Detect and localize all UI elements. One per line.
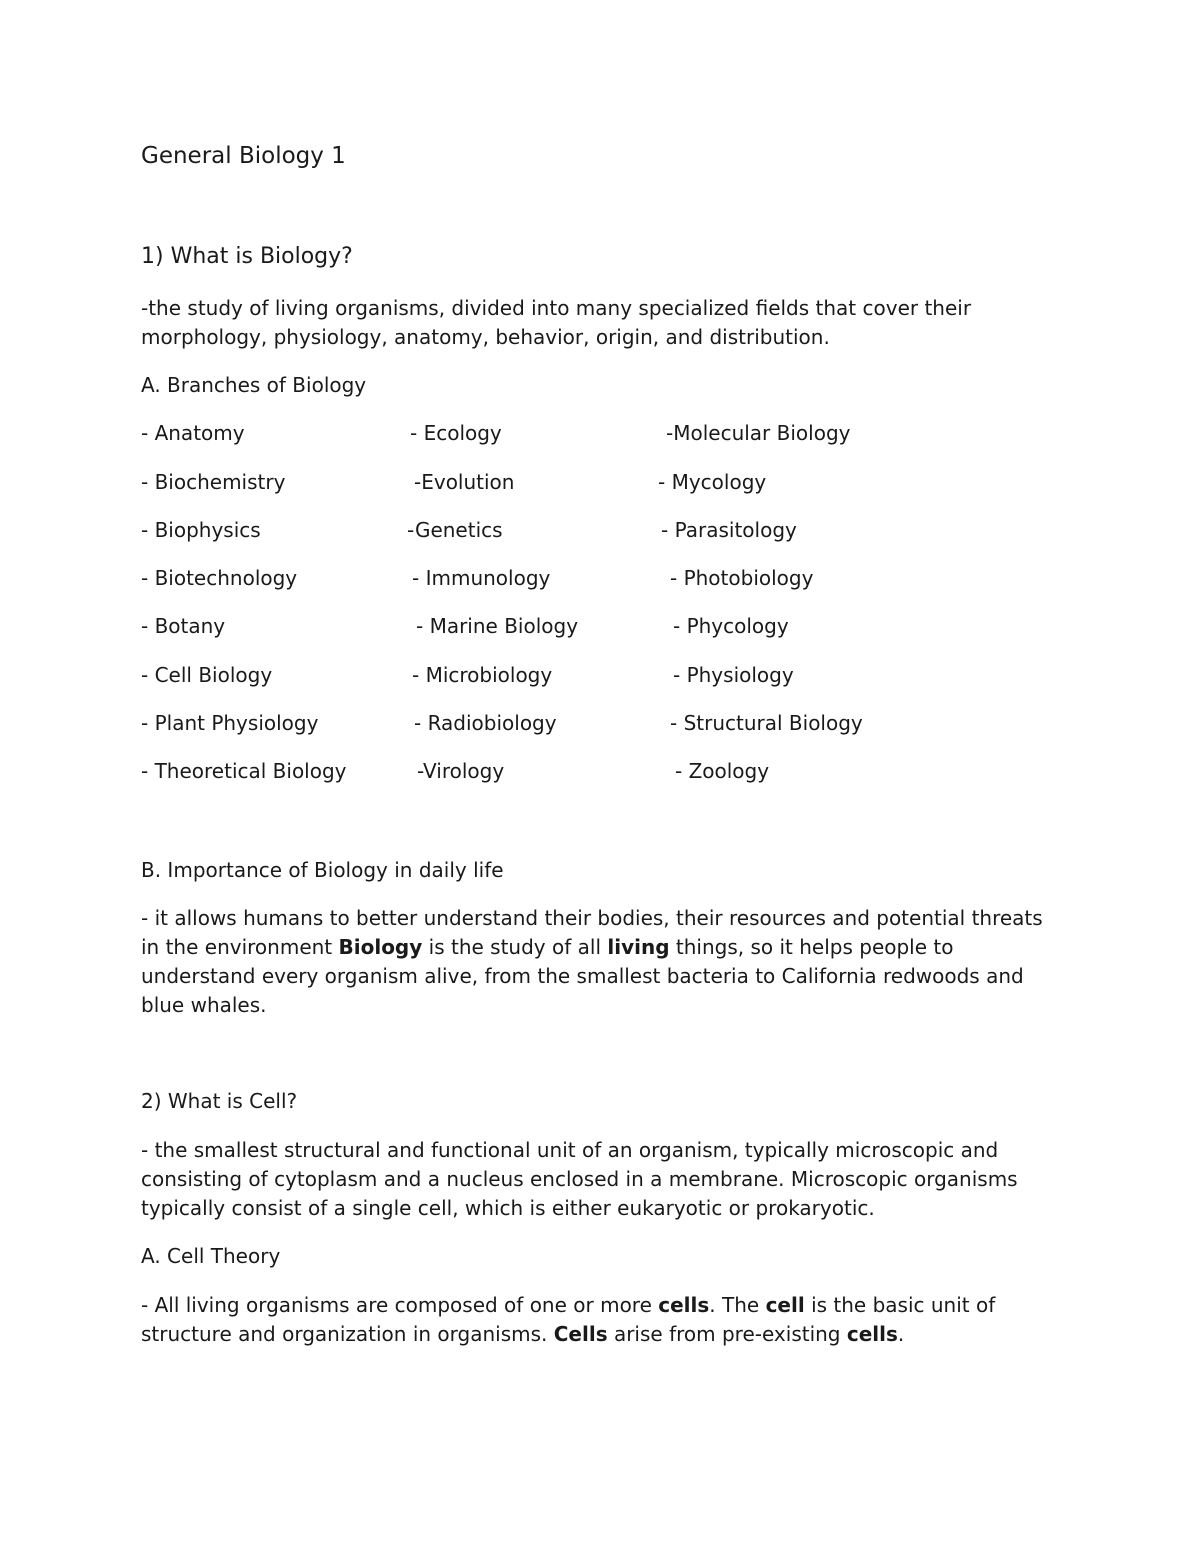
bold-term: cells	[846, 1322, 898, 1346]
branch-item: -Molecular Biology	[666, 421, 851, 445]
branch-item: - Biotechnology	[141, 566, 298, 590]
text-run: arise from pre-existing	[607, 1322, 847, 1346]
bold-term: Cells	[553, 1322, 608, 1346]
bold-term: Biology	[338, 935, 423, 959]
cell-theory-heading: A. Cell Theory	[141, 1244, 281, 1268]
text-run: .	[897, 1322, 905, 1346]
branch-item: -Genetics	[407, 518, 503, 542]
branch-item: - Mycology	[658, 470, 767, 494]
branch-item: - Photobiology	[670, 566, 814, 590]
text-run: is the basic unit of structure and organization in organisms.	[141, 1293, 996, 1346]
branch-item: - Structural Biology	[670, 711, 863, 735]
bold-term: cell	[765, 1293, 805, 1317]
branch-item: - Cell Biology	[141, 663, 273, 687]
cell-theory-paragraph	[141, 1291, 1061, 1349]
branch-item: - Biophysics	[141, 518, 261, 542]
branches-heading: A. Branches of Biology	[141, 373, 367, 397]
importance-paragraph	[141, 904, 1061, 1020]
biology-definition: -the study of living organisms, divided into many specialized fields that cover their morphology, physiology, anatomy, behavior, origin, and distribution.	[141, 296, 972, 349]
branch-row	[141, 419, 1041, 448]
branch-item: - Immunology	[412, 566, 551, 590]
branch-item: - Zoology	[675, 759, 770, 783]
bold-term: cells	[658, 1293, 710, 1317]
branch-item: - Physiology	[673, 663, 794, 687]
branch-item: - Anatomy	[141, 421, 245, 445]
branch-row	[141, 612, 1041, 641]
bold-term: living	[607, 935, 670, 959]
branch-row	[141, 564, 1041, 593]
branches-list	[141, 419, 1041, 819]
text-run: things, so it helps people to understand every organism alive, from the smallest bacteria to California redwoods and blue whales.	[141, 935, 1024, 1017]
branch-item: -Virology	[417, 759, 505, 783]
branch-item: - Marine Biology	[416, 614, 579, 638]
branch-row	[141, 516, 1041, 545]
branch-item: - Theoretical Biology	[141, 759, 347, 783]
branch-row	[141, 709, 1041, 738]
section-heading-biology: 1) What is Biology?	[141, 244, 353, 269]
text-run: is the study of all	[422, 935, 608, 959]
branch-item: - Plant Physiology	[141, 711, 319, 735]
document-title: General Biology 1	[141, 143, 346, 169]
branch-item: -Evolution	[414, 470, 515, 494]
branch-row	[141, 757, 1041, 786]
text-run: . The	[709, 1293, 766, 1317]
branch-row	[141, 661, 1041, 690]
branch-item: - Radiobiology	[414, 711, 557, 735]
branch-item: - Botany	[141, 614, 226, 638]
importance-heading: B. Importance of Biology in daily life	[141, 858, 504, 882]
branch-item: - Biochemistry	[141, 470, 286, 494]
branch-item: - Phycology	[673, 614, 789, 638]
branch-row	[141, 468, 1041, 497]
text-run: - it allows humans to better understand their bodies, their resources and potential threats in the environment	[141, 906, 1043, 959]
branch-item: - Microbiology	[412, 663, 553, 687]
branch-item: - Ecology	[410, 421, 502, 445]
branch-item: - Parasitology	[661, 518, 797, 542]
cell-definition: - the smallest structural and functional unit of an organism, typically microscopic and consisting of cytoplasm and a nucleus enclosed in a membrane. Microscopic organisms typically consist of a single cell, which is either eukaryotic or prokaryotic.	[141, 1138, 1018, 1220]
text-run: - All living organisms are composed of one or more	[141, 1293, 659, 1317]
section-heading-cell: 2) What is Cell?	[141, 1089, 298, 1113]
